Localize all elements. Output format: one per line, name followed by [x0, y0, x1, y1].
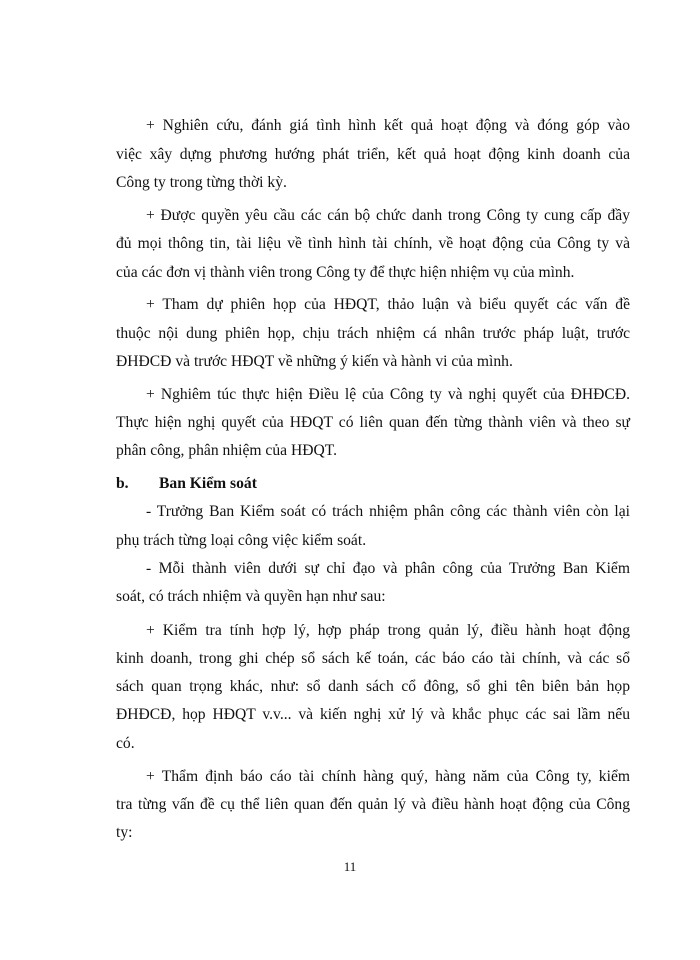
text-line: - Trưởng Ban Kiểm soát có trách nhiệm phân công các thành viên còn lại	[146, 503, 630, 520]
text-line: + Được quyền yêu cầu các cán bộ chức danh trong Công ty cung cấp đầy	[146, 207, 630, 224]
section-title: Ban Kiểm soát	[159, 475, 257, 492]
text-line: phân công, phân nhiệm của HĐQT.	[116, 442, 337, 459]
text-line: soát, có trách nhiệm và quyền hạn như sau:	[116, 588, 386, 605]
text-line: thuộc nội dung phiên họp, chịu trách nhiệm cá nhân trước pháp luật, trước	[116, 325, 630, 342]
text-line: ĐHĐCĐ và trước HĐQT về những ý kiến và hành vi của mình.	[116, 353, 513, 370]
text-line: + Tham dự phiên họp của HĐQT, thảo luận và biểu quyết các vấn đề	[146, 296, 630, 313]
text-line: + Nghiên cứu, đánh giá tình hình kết quả hoạt động và đóng góp vào	[146, 117, 630, 134]
text-line: - Mỗi thành viên dưới sự chỉ đạo và phân công của Trưởng Ban Kiểm	[146, 560, 630, 577]
text-line: phụ trách từng loại công việc kiểm soát.	[116, 532, 367, 549]
text-line: ty:	[116, 824, 133, 841]
text-line: + Nghiêm túc thực hiện Điều lệ của Công ty và nghị quyết của ĐHĐCĐ.	[146, 386, 630, 403]
text-line: ĐHĐCĐ, họp HĐQT v.v... và kiến nghị xử lý và khắc phục các sai lầm nếu	[116, 706, 630, 723]
text-line: việc xây dựng phương hướng phát triển, kết quả hoạt động kinh doanh của	[116, 146, 630, 163]
section-heading	[116, 474, 257, 494]
section-letter: b.	[116, 475, 129, 492]
text-line: đủ mọi thông tin, tài liệu về tình hình tài chính, về hoạt động của Công ty và	[116, 235, 630, 252]
text-line: kinh doanh, trong ghi chép sổ sách kế toán, các báo cáo tài chính, và các sổ	[116, 650, 630, 667]
text-line: sách quan trọng khác, như: sổ danh sách cổ đông, sổ ghi tên biên bản họp	[116, 678, 630, 695]
text-line: Thực hiện nghị quyết của HĐQT có liên quan đến từng thành viên và theo sự	[116, 414, 630, 431]
text-line: có.	[116, 735, 135, 752]
text-line: tra từng vấn đề cụ thể liên quan đến quản lý và điều hành hoạt động của Công	[116, 796, 630, 813]
text-line: Công ty trong từng thời kỳ.	[116, 174, 287, 191]
text-line: của các đơn vị thành viên trong Công ty để thực hiện nhiệm vụ của mình.	[116, 264, 575, 281]
page-number: 11	[343, 859, 357, 874]
text-line: + Thẩm định báo cáo tài chính hàng quý, hàng năm của Công ty, kiểm	[146, 768, 630, 785]
text-line: + Kiểm tra tính hợp lý, hợp pháp trong quản lý, điều hành hoạt động	[146, 622, 630, 639]
